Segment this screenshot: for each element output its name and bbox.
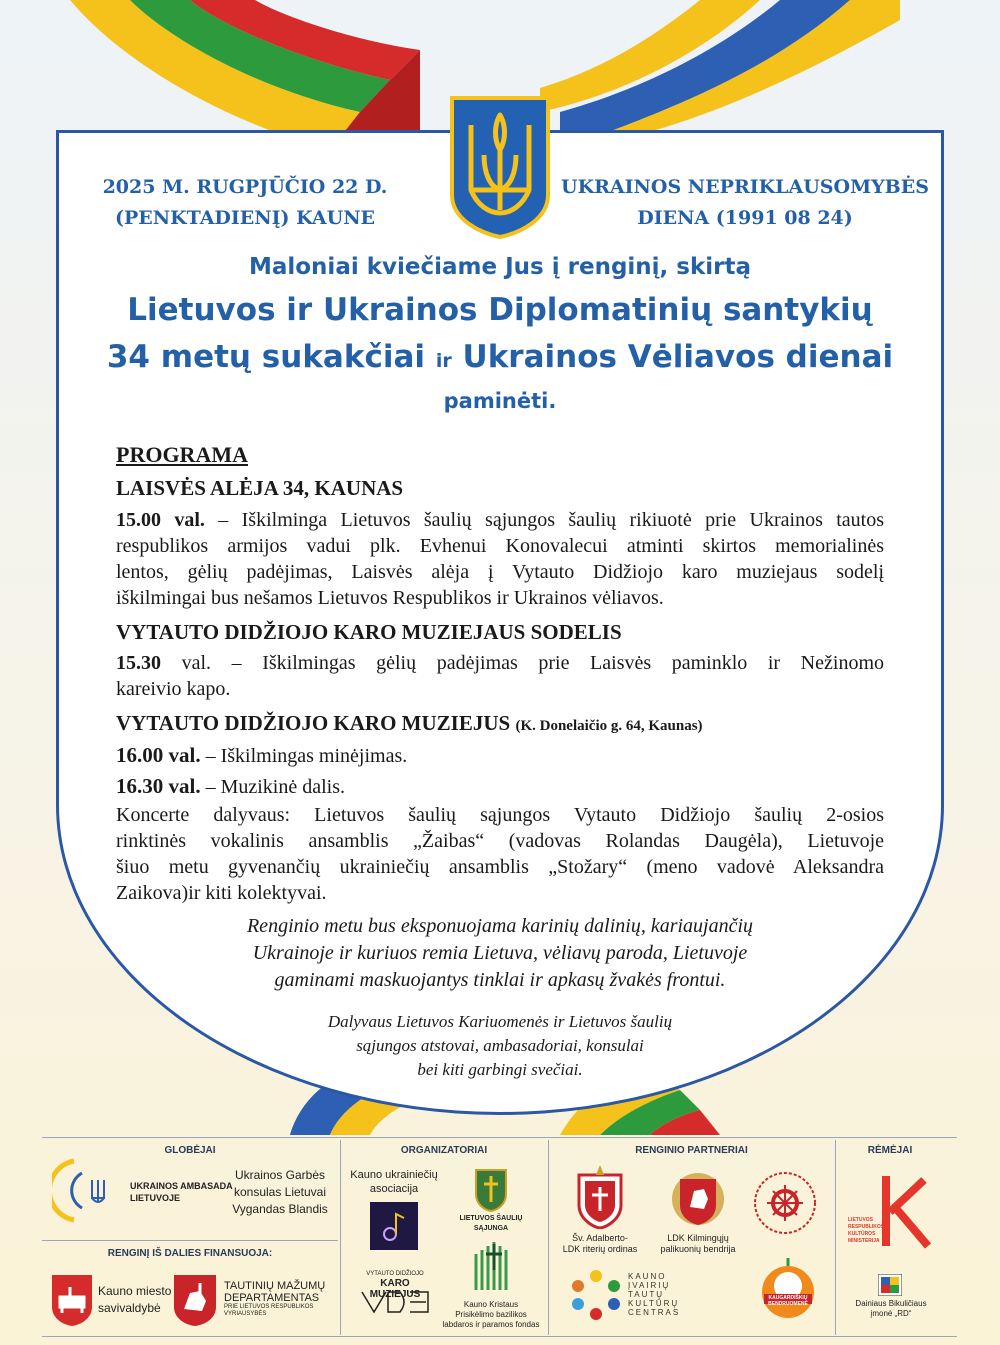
p1-line-1: Šv. Adalberto- <box>572 1233 628 1243</box>
museum-line-1: VYTAUTO DIDŽIOJO <box>366 1271 424 1277</box>
minorities-department <box>224 1280 325 1318</box>
guests-line-2: sąjungos atstovai, ambasadoriai, konsulai <box>356 1036 644 1055</box>
section-1-title: LAISVĖS ALĖJA 34, KAUNAS <box>116 476 404 500</box>
kc-line-2: ĮVAIRIŲ <box>628 1281 671 1290</box>
s2-line-1: val. – Iškilmingas gėlių padėjimas prie Laisvės paminklo ir Nežinomo <box>181 652 884 674</box>
honorary-consul <box>225 1167 335 1218</box>
s2-line-2: kareivio kapo. <box>116 678 231 700</box>
time-1630: 16.30 val. <box>116 774 201 798</box>
culture-ministry-name <box>848 1217 884 1245</box>
assoc-line-2: asociacija <box>369 1183 419 1195</box>
invite-headline-2 <box>60 339 940 375</box>
sponsors-label: RĖMĖJAI <box>867 1145 913 1156</box>
s1-line-4: iškilmingai bus nešamos Lietuvos Respublikos ir Ukrainos vėliavos. <box>116 587 664 609</box>
min-line-2: RESPUBLIKOS <box>848 1224 885 1230</box>
concert-line-3: šiuo metu gyvenančių ukrainiečių ansamblis „Stožary“ (meno vadovė Aleksandra <box>116 856 884 878</box>
saul-line-1: LIETUVOS ŠAULIŲ <box>459 1215 523 1222</box>
ukraine-trident-icon <box>449 95 551 240</box>
kc-line-4: KULTŪRŲ <box>628 1299 680 1308</box>
s1-line-1: – Iškilminga Lietuvos šaulių sąjungos šaulių rikiuotė prie Ukrainos tautos <box>218 509 884 531</box>
time-1500: 15.00 val. <box>116 509 205 531</box>
time-1600: 16.00 val. <box>116 743 201 767</box>
section-3-address: (K. Donelaičio g. 64, Kaunas) <box>515 718 703 734</box>
invite-intro: Maloniai kviečiame Jus į renginį, skirtą <box>248 254 752 280</box>
noble-descendants-crest-icon <box>670 1165 726 1229</box>
rd-company-logo-icon <box>878 1274 902 1296</box>
section-2-title: VYTAUTO DIDŽIOJO KARO MUZIEJAUS SODELIS <box>116 620 622 644</box>
invite-headline-1: Lietuvos ir Ukrainos Diplomatinių santykių <box>127 292 873 328</box>
basilica-fund-logo-icon <box>470 1240 512 1296</box>
kaunas-city-name <box>98 1283 171 1317</box>
kaugardiskiai-community-logo-icon <box>758 1256 818 1320</box>
riflemen-union-emblem-icon <box>474 1166 508 1212</box>
time-1530: 15.30 <box>116 652 161 674</box>
independence-day-title: UKRAINOS NEPRIKLAUSOMYBĖS <box>561 176 929 198</box>
exhibition-note <box>120 913 880 994</box>
rd-line-2: įmonė „RD“ <box>870 1309 912 1318</box>
museum-line-2: KARO MUZIEJUS <box>369 1278 421 1300</box>
concert-line-2: rinktinės vokalinis ansamblis „Žaibas“ (vadovas Rolandas Daugėla), Lietuvoje <box>116 830 884 852</box>
consul-line-2: konsulas Lietuvai <box>233 1185 327 1199</box>
city-line-1: Kauno miesto <box>98 1284 172 1298</box>
embassy-name <box>130 1180 233 1204</box>
fund-line-3: labdaros ir paramos fondas <box>442 1320 540 1329</box>
vytis-crest-icon <box>172 1273 218 1327</box>
university-women-association-icon <box>752 1170 818 1236</box>
noble-descendants-name <box>650 1233 746 1255</box>
basilica-fund-name <box>440 1300 542 1330</box>
event-date: 2025 M. RUGPJŪČIO 22 D. <box>102 176 388 198</box>
dept-line-3: PRIE LIETUVOS RESPUBLIKOS <box>224 1304 314 1310</box>
section-3-body <box>116 742 884 906</box>
embassy-logo-icon <box>52 1158 132 1223</box>
p1-line-2: LDK riterių ordinas <box>562 1244 638 1254</box>
program-heading: PROGRAMA <box>116 442 248 467</box>
min-line-4: MINISTERIJA <box>848 1238 880 1244</box>
footer-divider-2 <box>548 1140 549 1335</box>
rd-line-1: Dainiaus Bikuličiaus <box>855 1299 927 1308</box>
concert-line-4: Zaikova)ir kiti kolektyvai. <box>116 882 327 904</box>
adalbert-order-name <box>555 1233 645 1255</box>
kc-line-5: CENTRAS <box>628 1308 681 1317</box>
patrons-rule <box>42 1240 338 1241</box>
embassy-line-1: UKRAINOS AMBASADA <box>130 1181 233 1191</box>
music-text: – Muzikinė dalis. <box>205 776 346 798</box>
exhibition-line-2: Ukrainoje ir kuriuos remia Lietuva, vėliavų paroda, Lietuvoje <box>252 942 748 964</box>
dept-line-1: TAUTINIŲ MAŽUMŲ <box>224 1280 326 1292</box>
min-line-3: KULTŪROS <box>848 1231 876 1237</box>
organizers-label: ORGANIZATORIAI <box>400 1145 488 1156</box>
exhibition-line-1: Renginio metu bus eksponuojama karinių dalinių, kariaujančių <box>246 915 754 937</box>
invite-closing: paminėti. <box>443 389 557 413</box>
music-note-icon <box>370 1202 418 1250</box>
min-line-1: LIETUVOS <box>848 1217 874 1223</box>
anniversary-text: 34 metų sukakčiai <box>106 339 426 375</box>
riflemen-union-name <box>452 1214 530 1234</box>
s1-line-3: lentos, gėlių padėjimas, Laisvės alėja į Vytauto Didžiojo karo muziejaus sodelį <box>116 561 884 583</box>
consul-line-1: Ukrainos Garbės <box>234 1168 326 1182</box>
footer-top-rule <box>42 1137 957 1138</box>
top-right-ribbon <box>540 0 900 150</box>
footer-divider-1 <box>340 1140 341 1335</box>
independence-day-date: DIENA (1991 08 24) <box>637 207 853 229</box>
footer-divider-3 <box>835 1140 836 1335</box>
funding-label: RENGINĮ IŠ DALIES FINANSUOJA: <box>107 1248 273 1259</box>
embassy-line-2: LIETUVOJE <box>130 1193 181 1203</box>
culture-centre-logo-icon <box>570 1268 622 1320</box>
p2-line-1: LDK Kilmingųjų <box>667 1233 729 1243</box>
s1-line-2: respublikos armijos vadui plk. Evhenui Konovalecui atminti skirtos memorialinės <box>116 535 884 557</box>
p2-line-2: palikuonių bendrija <box>660 1244 736 1254</box>
adalbert-order-crest-icon <box>575 1165 625 1229</box>
guests-line-1: Dalyvaus Lietuvos Kariuomenės ir Lietuvos šaulių <box>327 1012 673 1031</box>
kaugardiskiai-community-name: KAUGARDIŠKIŲ BENDRUOMENĖ <box>768 1295 808 1307</box>
exhibition-line-3: gaminami maskuojantys tinklai ir apkasų žvakės frontui. <box>274 969 726 991</box>
war-museum-logo-icon <box>360 1290 430 1314</box>
dept-line-2: DEPARTAMENTAS <box>224 1292 320 1304</box>
city-line-2: savivaldybė <box>98 1301 161 1315</box>
culture-ministry-logo-icon <box>880 1172 932 1250</box>
section-2-body <box>116 650 884 702</box>
fund-line-1: Kauno Kristaus <box>463 1300 519 1309</box>
consul-line-3: Vygandas Blandis <box>232 1202 328 1216</box>
partners-label: RENGINIO PARTNERIAI <box>635 1145 748 1156</box>
dept-line-4: VYRIAUSYBĖS <box>224 1311 267 1317</box>
kc-line-3: TAUTŲ <box>628 1290 665 1299</box>
kc-line-1: KAUNO <box>628 1272 667 1281</box>
footer-bottom-rule <box>42 1336 957 1337</box>
ceremony-text: – Iškilmingas minėjimas. <box>205 745 408 767</box>
event-day-city: (PENKTADIENĮ) KAUNE <box>114 207 376 229</box>
guests-line-3: bei kiti garbingi svečiai. <box>417 1060 583 1079</box>
kaunas-city-crest-icon <box>50 1273 94 1327</box>
and-word: ir <box>435 350 452 372</box>
patrons-label: GLOBĖJAI <box>164 1145 216 1156</box>
concert-line-1: Koncerte dalyvaus: Lietuvos šaulių sąjungos Vytauto Didžiojo šaulių 2-osios <box>116 804 884 826</box>
culture-centre-name <box>628 1272 680 1317</box>
assoc-line-1: Kauno ukrainiečių <box>350 1169 438 1181</box>
guests-note <box>200 1010 800 1082</box>
section-3-title <box>116 711 703 736</box>
saul-line-2: SĄJUNGA <box>473 1225 509 1232</box>
ukrainian-association <box>348 1168 440 1196</box>
section-1-body <box>116 507 884 611</box>
rd-company-name <box>845 1299 937 1319</box>
fund-line-2: Prisikėlimo bazilikos <box>455 1310 527 1319</box>
flag-day-text: Ukrainos Vėliavos dienai <box>462 339 894 375</box>
section-3-name: VYTAUTO DIDŽIOJO KARO MUZIEJUS <box>116 711 511 735</box>
